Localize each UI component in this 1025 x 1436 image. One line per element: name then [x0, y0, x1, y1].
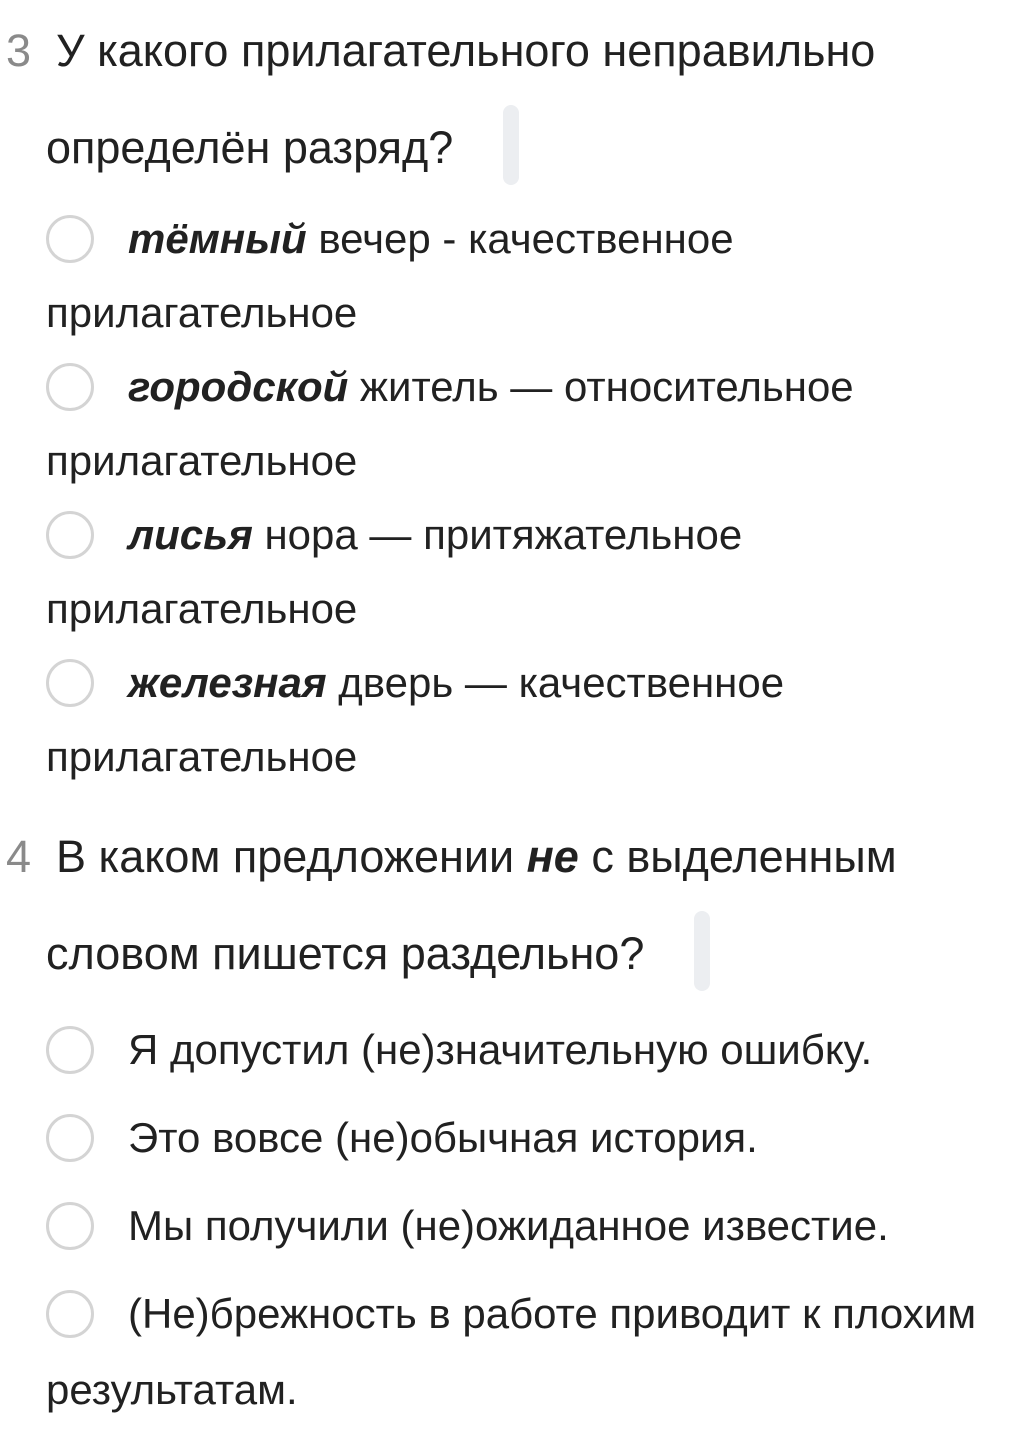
option-text: житель — относительное прилагательное: [46, 363, 854, 484]
radio-button[interactable]: [46, 1202, 94, 1250]
radio-button[interactable]: [46, 511, 94, 559]
radio-button[interactable]: [46, 659, 94, 707]
option-text: дверь — качественное прилагательное: [46, 659, 785, 780]
answer-option[interactable]: [0, 1270, 1025, 1428]
answer-option[interactable]: [0, 498, 1025, 646]
question-3: [0, 2, 1025, 794]
text-cursor: [503, 105, 519, 185]
option-text: Я допустил (не)значительную ошибку.: [128, 1026, 873, 1073]
option-highlighted-word: тёмный: [128, 215, 307, 262]
answer-option[interactable]: [0, 1094, 1025, 1182]
question-text-part: с выделенным: [578, 831, 897, 882]
question-text: [0, 808, 1025, 1002]
radio-button[interactable]: [46, 1026, 94, 1074]
radio-button[interactable]: [46, 1114, 94, 1162]
question-4: [0, 808, 1025, 1428]
question-text: [0, 2, 1025, 196]
radio-button[interactable]: [46, 363, 94, 411]
option-highlighted-word: железная: [128, 659, 327, 706]
option-text: (Не)брежность в работе приводит к плохим результатам.: [46, 1290, 977, 1413]
option-text: вечер - качественное прилагательное: [46, 215, 734, 336]
question-number: 4: [6, 831, 32, 882]
option-text: нора — притяжательное прилагательное: [46, 511, 743, 632]
answer-option[interactable]: [0, 646, 1025, 794]
question-text-line1: [46, 831, 897, 882]
option-highlighted-word: городской: [128, 363, 349, 410]
answer-option[interactable]: [0, 202, 1025, 350]
question-text-line2: определён разряд?: [46, 122, 454, 173]
question-number: 3: [6, 25, 32, 76]
question-header: [0, 808, 1025, 1002]
question-text-line2: словом пишется раздельно?: [46, 928, 645, 979]
radio-button[interactable]: [46, 1290, 94, 1338]
option-text: Это вовсе (не)обычная история.: [128, 1114, 758, 1161]
question-text-part: В каком предложении: [56, 831, 527, 882]
answer-option[interactable]: [0, 1182, 1025, 1270]
text-cursor: [694, 911, 710, 991]
question-text-line1: У какого прилагательного неправильно: [56, 25, 876, 76]
radio-button[interactable]: [46, 215, 94, 263]
answer-option[interactable]: [0, 1006, 1025, 1094]
question-highlighted-word: не: [526, 831, 579, 882]
question-header: [0, 2, 1025, 196]
answer-option[interactable]: [0, 350, 1025, 498]
option-text: Мы получили (не)ожиданное известие.: [128, 1202, 889, 1249]
option-highlighted-word: лисья: [128, 511, 253, 558]
